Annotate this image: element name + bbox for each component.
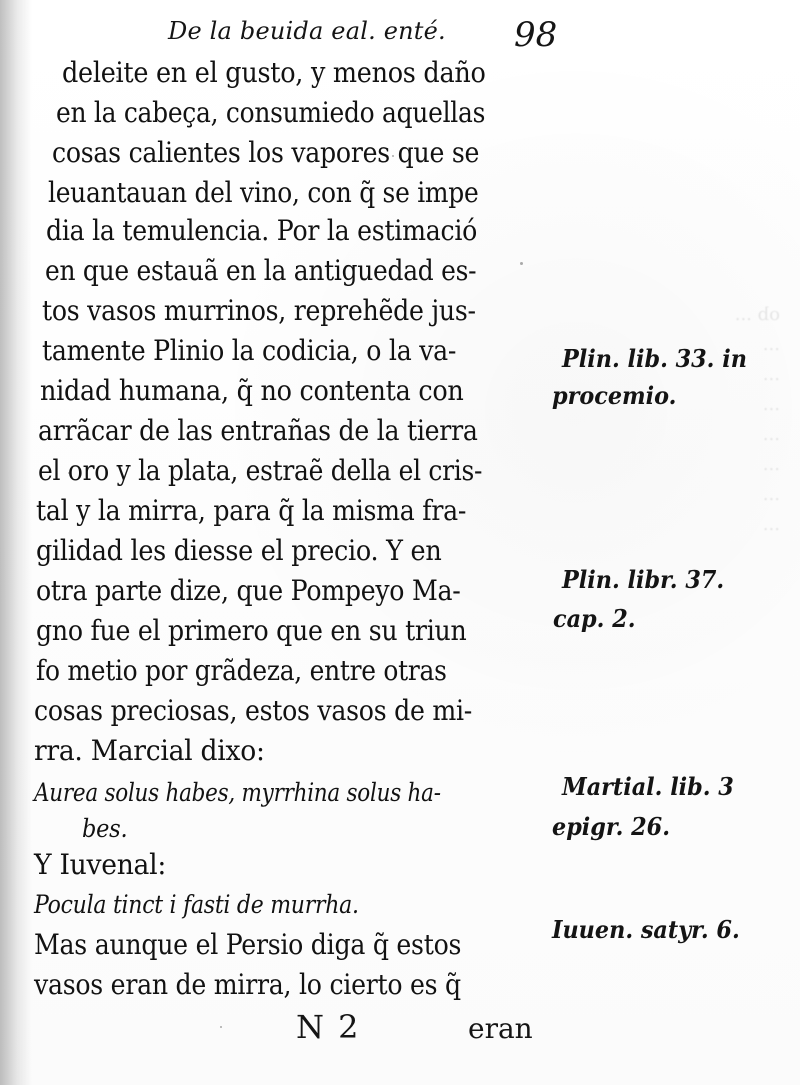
text-line: Y Iuvenal: [34, 848, 167, 881]
margin-note: procemio. [552, 381, 677, 410]
text-line: Mas aunque el Persio diga q̃ estos [34, 928, 462, 961]
margin-note: Martial. lib. 3 [562, 772, 734, 801]
text-line: arrãcar de las entrañas de la tierra [38, 414, 478, 447]
folio-number: 98 [514, 15, 558, 55]
text-line: tos vasos murrinos, reprehẽde jus- [42, 294, 476, 327]
text-line: en que estauã en la antiguedad es- [45, 254, 477, 287]
text-line: fo metio por grãdeza, entre otras [36, 654, 447, 687]
reverse-show-through: ob ... ... ... ... ... ... ... ... [734, 304, 780, 535]
text-line: nidad humana, q̃ no contenta con [40, 374, 464, 407]
text-line: tal y la mirra, para q̃ la misma fra- [36, 494, 467, 527]
text-line: dia la temulencia. Por la estimació [46, 214, 478, 247]
margin-note: Plin. lib. 33. in [562, 344, 747, 373]
quotation-line: Pocula tinct i fasti de murrha. [34, 890, 359, 919]
text-line: gno fue el primero que en su triun [36, 614, 467, 647]
text-line: cosas calientes los vapores que se [52, 136, 480, 169]
gutter-shadow [0, 0, 32, 1085]
text-line: deleite en el gusto, y menos daño [62, 56, 486, 89]
text-line: cosas preciosas, estos vasos de mi- [34, 694, 473, 727]
page-header [168, 17, 568, 55]
catchword: eran [468, 1012, 533, 1045]
quotation-line: bes. [82, 814, 128, 843]
quotation-line: Aurea solus habes, myrrhina solus ha- [34, 778, 441, 807]
text-line: tamente Plinio la codicia, o la va- [42, 334, 457, 367]
running-title: De la beuida eal. enté. [168, 17, 446, 45]
text-line: rra. Marcial dixo: [34, 734, 265, 767]
main-text-block [32, 56, 557, 1046]
margin-note: cap. 2. [553, 604, 636, 633]
margin-note: Plin. libr. 37. [562, 565, 725, 594]
margin-note: Iuuen. satyr. 6. [552, 915, 740, 944]
text-line: en la cabeça, consumiedo aquellas [56, 96, 486, 129]
text-line: vasos eran de mirra, lo cierto es q̃ [34, 968, 461, 1001]
text-line: el oro y la plata, estraẽ della el cris- [38, 454, 483, 487]
text-line: gilidad les diesse el precio. Y en [36, 534, 442, 567]
text-line: leuantauan del vino, con q̃ se impe [48, 176, 479, 209]
margin-note: epigr. 26. [552, 812, 670, 841]
text-line: otra parte dize, que Pompeyo Ma- [36, 574, 461, 607]
signature-mark: N 2 [296, 1008, 361, 1046]
